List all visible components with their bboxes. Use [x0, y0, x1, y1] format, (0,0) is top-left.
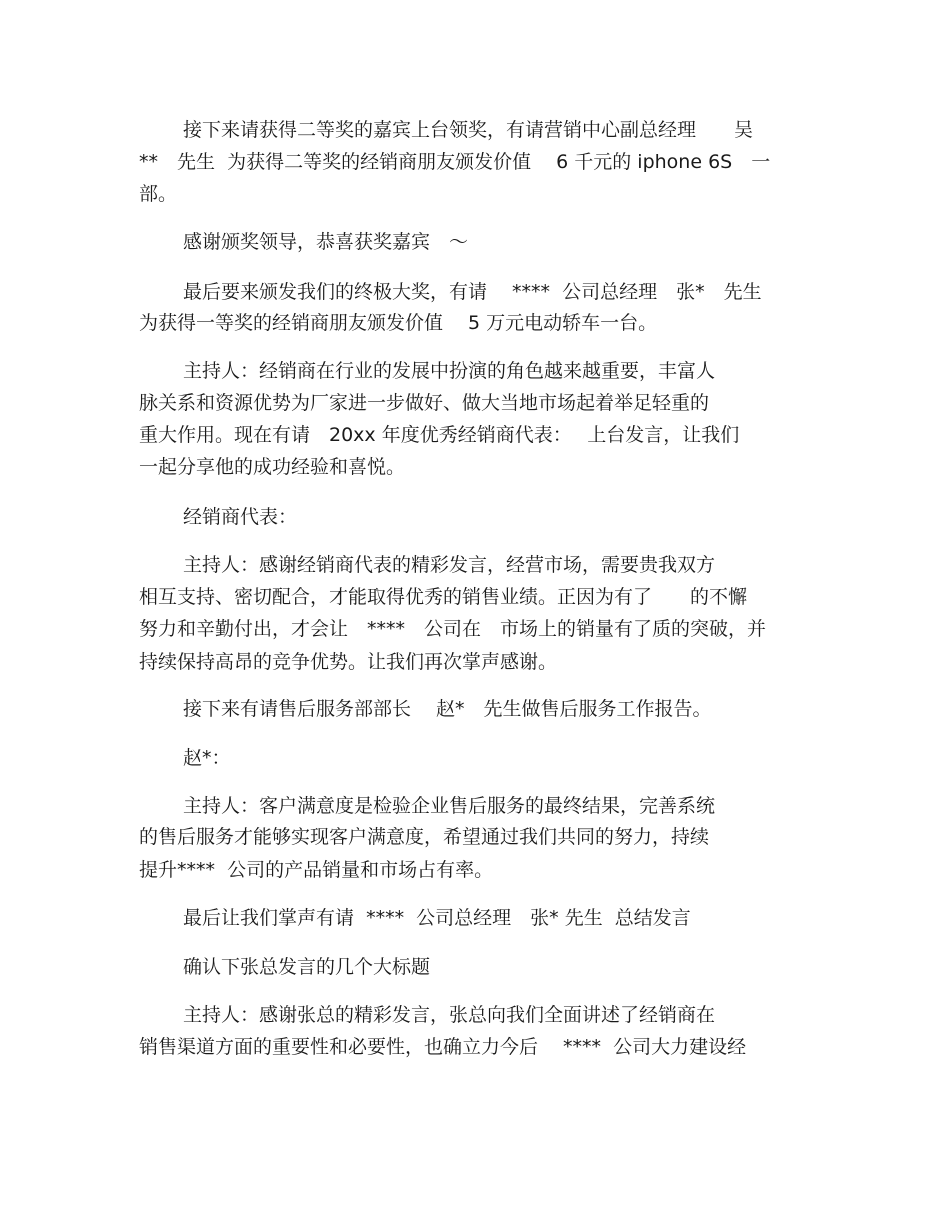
text-line: 感谢颁奖领导，恭喜获奖嘉宾 ～ [183, 231, 469, 253]
text-line: 主持人：经销商在行业的发展中扮演的角色越来越重要，丰富人 [183, 360, 716, 382]
text-line: 提升**** 公司的产品销量和市场占有率。 [139, 859, 494, 881]
text-line: 相互支持、密切配合，才能取得优秀的销售业绩。正因为有了 的不懈 [139, 586, 748, 608]
text-line: 最后要来颁发我们的终极大奖，有请 **** 公司总经理 张* 先生 [183, 281, 762, 303]
text-line: 经销商代表： [183, 506, 298, 528]
text-line: 部。 [139, 183, 178, 205]
text-line: 努力和辛勤付出，才会让 **** 公司在 市场上的销量有了质的突破，并 [139, 618, 767, 640]
text-line: 主持人：客户满意度是检验企业售后服务的最终结果，完善系统 [183, 795, 716, 817]
text-line: 一起分享他的成功经验和喜悦。 [139, 456, 406, 478]
text-line: 持续保持高昂的竞争优势。让我们再次掌声感谢。 [139, 651, 558, 673]
text-line: 主持人：感谢张总的精彩发言，张总向我们全面讲述了经销商在 [183, 1004, 716, 1026]
text-line: 主持人：感谢经销商代表的精彩发言，经营市场，需要贵我双方 [183, 554, 716, 576]
text-line: 接下来请获得二等奖的嘉宾上台领奖，有请营销中心副总经理 吴 [183, 119, 754, 141]
text-line: 最后让我们掌声有请 **** 公司总经理 张* 先生 总结发言 [183, 907, 691, 929]
text-line: 重大作用。现在有请 20xx 年度优秀经销商代表： 上台发言，让我们 [139, 424, 740, 446]
text-line: 接下来有请售后服务部部长 赵* 先生做售后服务工作报告。 [183, 698, 712, 720]
text-line: 赵*： [183, 747, 231, 769]
text-line: 销售渠道方面的重要性和必要性，也确立力今后 **** 公司大力建设经 [139, 1036, 747, 1058]
text-line: ** 先生 为获得二等奖的经销商朋友颁发价值 6 千元的 iphone 6S 一 [139, 151, 771, 173]
text-line: 确认下张总发言的几个大标题 [183, 956, 431, 978]
text-line: 为获得一等奖的经销商朋友颁发价值 5 万元电动轿车一台。 [139, 312, 658, 334]
text-line: 脉关系和资源优势为厂家进一步做好、做大当地市场起着举足轻重的 [139, 392, 710, 414]
text-line: 的售后服务才能够实现客户满意度，希望通过我们共同的努力，持续 [139, 826, 710, 848]
